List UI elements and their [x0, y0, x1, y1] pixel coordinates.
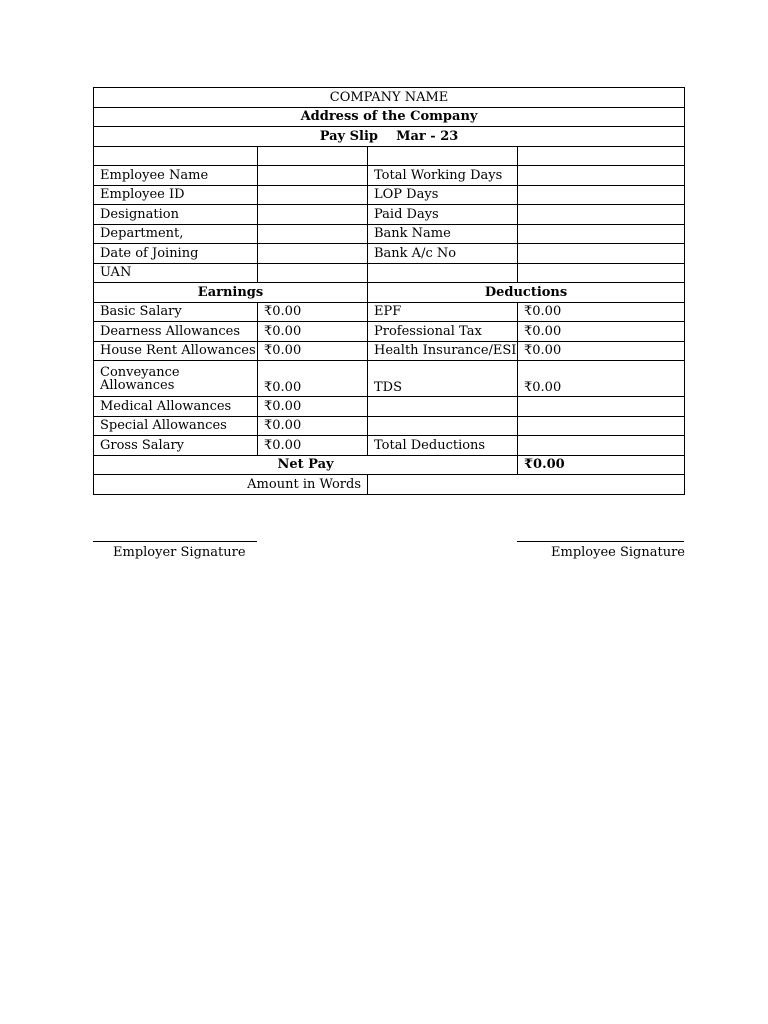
- amount-in-words-label: Amount in Words: [94, 475, 368, 495]
- net-pay-label: Net Pay: [94, 455, 518, 475]
- professional-tax-label: Professional Tax: [368, 322, 518, 342]
- house-rent-allowances-amount: ₹0.00: [258, 341, 368, 361]
- department-value: [258, 224, 368, 244]
- pay-row: [94, 341, 685, 361]
- employer-signature-line: [93, 541, 257, 542]
- employee-info-row: [94, 263, 685, 283]
- special-allowances-amount: ₹0.00: [258, 416, 368, 436]
- paid-days-value: [518, 205, 685, 225]
- address-row: [94, 107, 685, 127]
- lop-days-label: LOP Days: [368, 185, 518, 205]
- earnings-header: Earnings: [94, 283, 368, 303]
- amount-in-words-row: [94, 475, 685, 495]
- epf-amount: ₹0.00: [518, 302, 685, 322]
- employee-info-row: [94, 205, 685, 225]
- company-row: [94, 88, 685, 108]
- employee-name-label: Employee Name: [94, 166, 258, 186]
- payslip-title: [94, 127, 685, 147]
- employee-signature-line: [517, 541, 684, 542]
- total-deductions-amount: [518, 436, 685, 456]
- epf-label: EPF: [368, 302, 518, 322]
- designation-label: Designation: [94, 205, 258, 225]
- employee-info-row: [94, 244, 685, 264]
- employee-info-row: [94, 166, 685, 186]
- payslip-period-row: [94, 127, 685, 147]
- blank-cell: [368, 416, 518, 436]
- net-pay-row: [94, 455, 685, 475]
- net-pay-amount: ₹0.00: [518, 455, 685, 475]
- employee-id-value: [258, 185, 368, 205]
- blank-cell: [518, 397, 685, 417]
- basic-salary-amount: ₹0.00: [258, 302, 368, 322]
- blank-cell: [518, 263, 685, 283]
- pay-row: [94, 302, 685, 322]
- tds-amount: ₹0.00: [518, 361, 685, 397]
- bank-name-label: Bank Name: [368, 224, 518, 244]
- bank-account-value: [518, 244, 685, 264]
- payslip-table: [93, 87, 685, 495]
- blank-cell: [518, 416, 685, 436]
- pay-row: [94, 416, 685, 436]
- total-deductions-label: Total Deductions: [368, 436, 518, 456]
- bank-name-value: [518, 224, 685, 244]
- department-label: Department,: [94, 224, 258, 244]
- employee-signature-label: Employee Signature: [551, 545, 685, 560]
- date-of-joining-value: [258, 244, 368, 264]
- employee-info-row: [94, 224, 685, 244]
- blank-cell: [368, 397, 518, 417]
- blank-cell: [368, 146, 518, 166]
- special-allowances-label: Special Allowances: [94, 416, 258, 436]
- professional-tax-amount: ₹0.00: [518, 322, 685, 342]
- paid-days-label: Paid Days: [368, 205, 518, 225]
- pay-row: [94, 322, 685, 342]
- health-insurance-amount: ₹0.00: [518, 341, 685, 361]
- blank-cell: [518, 146, 685, 166]
- total-working-days-value: [518, 166, 685, 186]
- deductions-header: Deductions: [368, 283, 685, 303]
- bank-account-label: Bank A/c No: [368, 244, 518, 264]
- gross-salary-label: Gross Salary: [94, 436, 258, 456]
- date-of-joining-label: Date of Joining: [94, 244, 258, 264]
- blank-cell: [368, 263, 518, 283]
- payslip-period: Mar - 23: [396, 128, 459, 144]
- totals-row: [94, 436, 685, 456]
- pay-row: [94, 361, 685, 397]
- health-insurance-label: Health Insurance/ESI: [368, 341, 518, 361]
- employer-signature-label: Employer Signature: [113, 545, 246, 560]
- medical-allowances-label: Medical Allowances: [94, 397, 258, 417]
- company-address: Address of the Company: [94, 107, 685, 127]
- company-name: COMPANY NAME: [94, 88, 685, 108]
- lop-days-value: [518, 185, 685, 205]
- house-rent-allowances-label: House Rent Allowances: [94, 341, 258, 361]
- tds-label: TDS: [368, 361, 518, 397]
- dearness-allowances-amount: ₹0.00: [258, 322, 368, 342]
- employee-info-row: [94, 185, 685, 205]
- conveyance-allowances-amount: ₹0.00: [258, 361, 368, 397]
- dearness-allowances-label: Dearness Allowances: [94, 322, 258, 342]
- payslip-label: Pay Slip: [319, 128, 378, 144]
- section-header-row: [94, 283, 685, 303]
- blank-cell: [258, 146, 368, 166]
- medical-allowances-amount: ₹0.00: [258, 397, 368, 417]
- blank-cell: [94, 146, 258, 166]
- blank-row: [94, 146, 685, 166]
- conveyance-allowances-label: Conveyance Allowances: [94, 361, 258, 397]
- total-working-days-label: Total Working Days: [368, 166, 518, 186]
- uan-value: [258, 263, 368, 283]
- employee-name-value: [258, 166, 368, 186]
- employee-id-label: Employee ID: [94, 185, 258, 205]
- uan-label: UAN: [94, 263, 258, 283]
- designation-value: [258, 205, 368, 225]
- gross-salary-amount: ₹0.00: [258, 436, 368, 456]
- pay-row: [94, 397, 685, 417]
- amount-in-words-value: [368, 475, 685, 495]
- basic-salary-label: Basic Salary: [94, 302, 258, 322]
